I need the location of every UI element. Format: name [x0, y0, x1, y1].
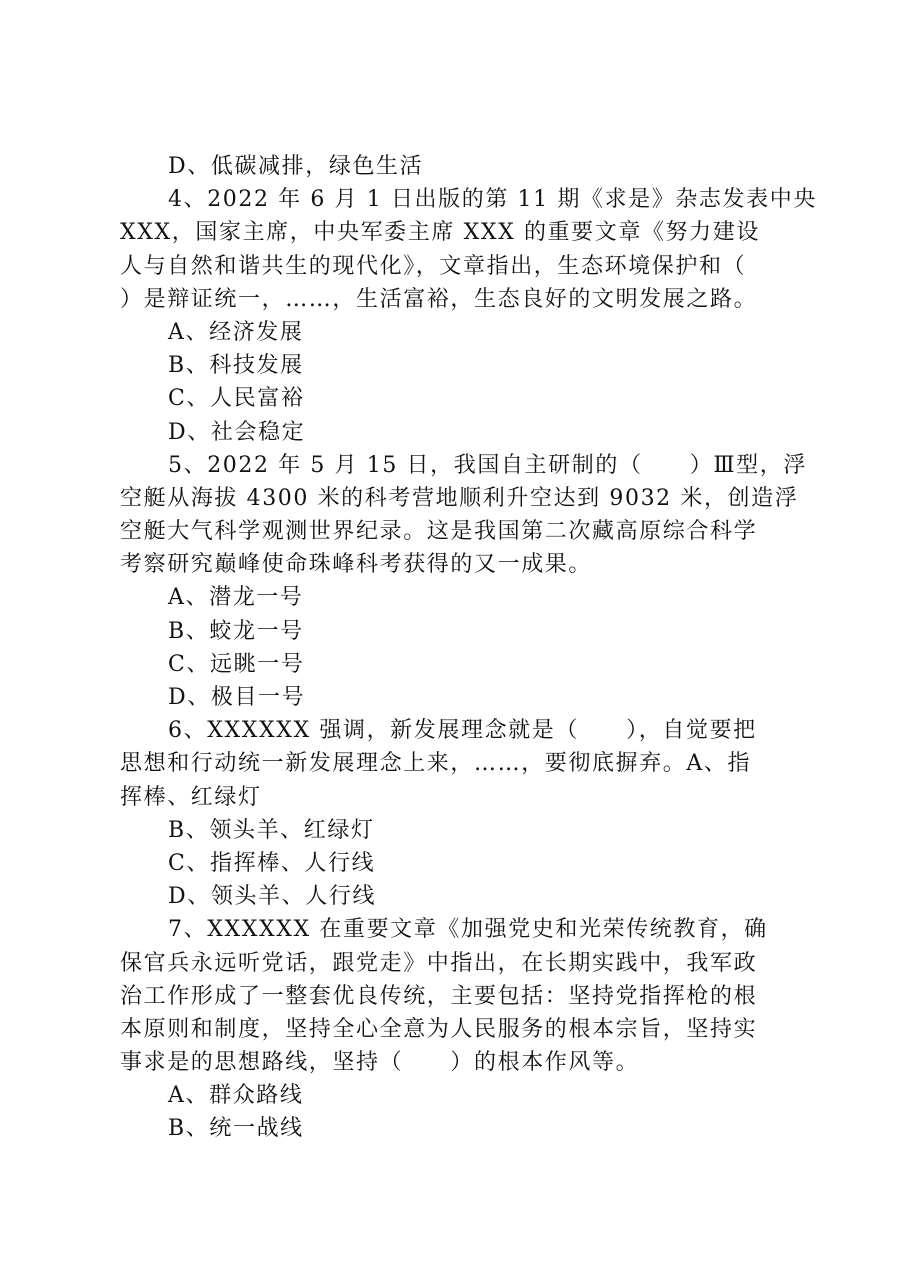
answer-option-line: A、经济发展 [168, 319, 304, 345]
answer-option-line: A、群众路线 [168, 1083, 304, 1109]
answer-option-line: C、人民富裕 [168, 386, 305, 412]
answer-option-line: D、低碳减排，绿色生活 [168, 154, 424, 179]
answer-option-line: A、潜龙一号 [168, 585, 304, 611]
question-text-line: 空艇从海拔 4300 米的科考营地顺利升空达到 9032 米，创造浮 [120, 485, 799, 511]
answer-option-line: C、远眺一号 [168, 651, 305, 677]
answer-option-line: B、统一战线 [168, 1116, 304, 1142]
question-text-line: 考察研究巅峰使命珠峰科考获得的又一成果。 [120, 552, 593, 578]
answer-option-line: D、社会稳定 [168, 419, 306, 445]
answer-option-line: B、蛟龙一号 [168, 618, 304, 644]
question-text-line: 思想和行动统一新发展理念上来，……，要彻底摒弃。A、指 [120, 751, 752, 777]
answer-option-line: B、领头羊、红绿灯 [168, 817, 375, 843]
answer-option-line: D、极目一号 [168, 685, 306, 710]
question-text-line: 5、2022 年 5 月 15 日，我国自主研制的（ ）Ⅲ型，浮 [168, 452, 807, 478]
question-text-line: ）是辩证统一，……，生活富裕，生态良好的文明发展之路。 [120, 286, 758, 312]
question-text-line: 4、2022 年 6 月 1 日出版的第 11 期《求是》杂志发表中央 [168, 187, 817, 213]
document-body [120, 150, 817, 1146]
question-text-line: 保官兵永远听党话，跟党走》中指出，在长期实践中，我军政 [120, 950, 758, 976]
question-text-line: 7、XXXXXX 在重要文章《加强党史和光荣传统教育，确 [168, 917, 768, 943]
question-text-line: 人与自然和谐共生的现代化》，文章指出，生态环境保护和（ [120, 253, 747, 279]
question-text-line: 空艇大气科学观测世界纪录。这是我国第二次藏高原综合科学 [120, 519, 758, 545]
question-text-line: 6、XXXXXX 强调，新发展理念就是（ ），自觉要把 [168, 718, 757, 744]
answer-option-line: C、指挥棒、人行线 [168, 850, 376, 876]
question-text-line: 本原则和制度，坚持全心全意为人民服务的根本宗旨，坚持实 [120, 1016, 758, 1042]
question-text-line: 治工作形成了一整套优良传统，主要包括：坚持党指挥枪的根 [120, 983, 758, 1009]
answer-option-line: D、领头羊、人行线 [168, 884, 377, 910]
question-text-line: XXX，国家主席，中央军委主席 XXX 的重要文章《努力建设 [120, 220, 760, 246]
answer-option-line: 挥棒、红绿灯 [120, 784, 262, 810]
answer-option-line: B、科技发展 [168, 353, 304, 379]
question-text-line: 事求是的思想路线，坚持（ ）的根本作风等。 [120, 1050, 640, 1076]
